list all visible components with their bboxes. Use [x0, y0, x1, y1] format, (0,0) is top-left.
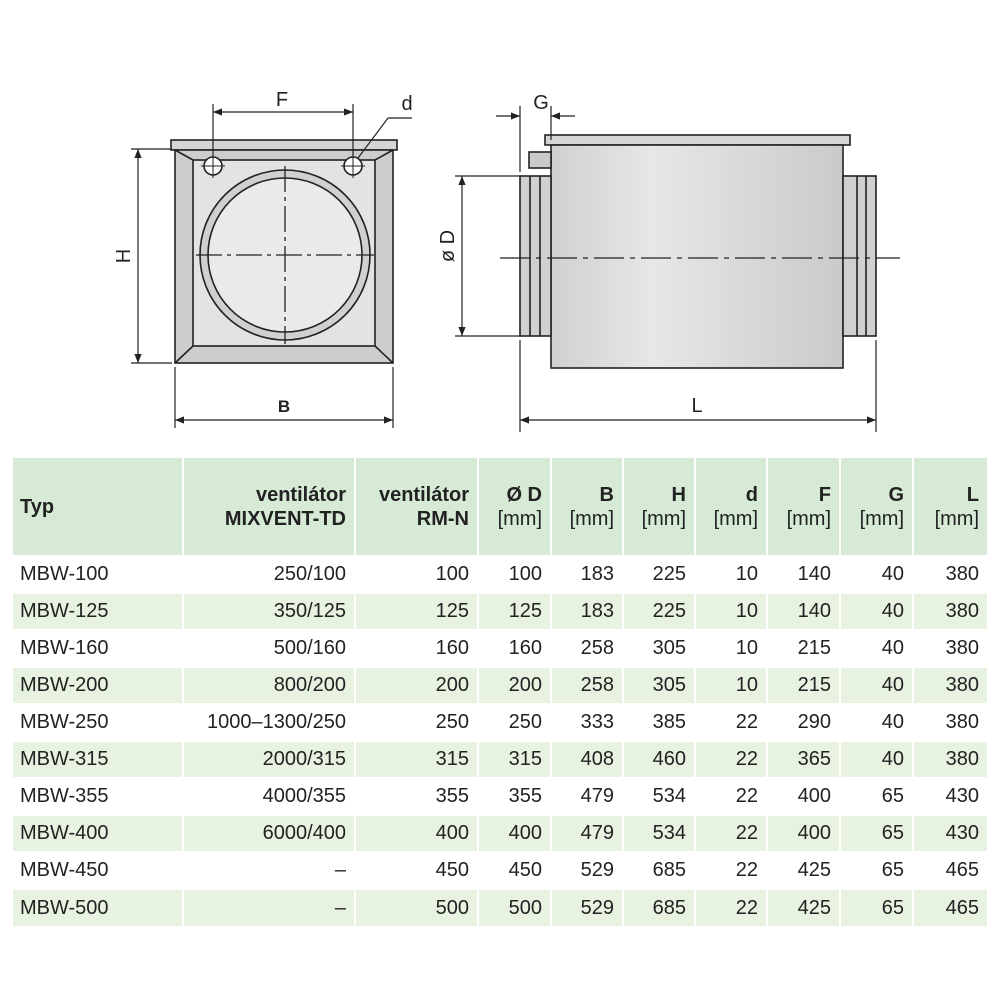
table-cell: 10: [695, 630, 767, 667]
table-cell: 100: [478, 556, 551, 593]
table-cell: 225: [623, 556, 695, 593]
table-row: [13, 630, 987, 667]
table-cell: 425: [767, 889, 840, 926]
table-cell: 183: [551, 593, 623, 630]
table-cell: 6000/400: [183, 815, 355, 852]
table-cell: 250: [355, 704, 478, 741]
table-cell: 215: [767, 630, 840, 667]
header-unit: [mm]: [641, 507, 686, 530]
side-housing: [551, 145, 843, 368]
cell-typ: MBW-500: [13, 889, 183, 926]
side-collar-right: [843, 176, 876, 336]
header-label: d: [745, 483, 758, 506]
header-col-6: [695, 458, 767, 556]
table-cell: 160: [478, 630, 551, 667]
table-cell: 183: [551, 556, 623, 593]
table-cell: 500/160: [183, 630, 355, 667]
table-cell: 65: [840, 778, 913, 815]
cell-typ: MBW-250: [13, 704, 183, 741]
table-cell: 400: [478, 815, 551, 852]
table-cell: 10: [695, 556, 767, 593]
table-cell: 250/100: [183, 556, 355, 593]
table-row: [13, 556, 987, 593]
table-cell: 40: [840, 704, 913, 741]
label-D: ø D: [437, 229, 459, 263]
table-row: [13, 741, 987, 778]
table-cell: 465: [913, 889, 987, 926]
cell-typ: MBW-100: [13, 556, 183, 593]
table-cell: 450: [478, 852, 551, 889]
table-cell: 534: [623, 815, 695, 852]
table-cell: 430: [913, 815, 987, 852]
table-cell: 10: [695, 593, 767, 630]
side-top-flange: [545, 135, 850, 145]
table-cell: 479: [551, 815, 623, 852]
cell-typ: MBW-200: [13, 667, 183, 704]
table-cell: 215: [767, 667, 840, 704]
table-row: [13, 704, 987, 741]
table-cell: 380: [913, 704, 987, 741]
cell-typ: MBW-160: [13, 630, 183, 667]
table-cell: 685: [623, 852, 695, 889]
table-cell: 465: [913, 852, 987, 889]
header-typ: Typ: [20, 495, 55, 518]
header-unit: [mm]: [859, 507, 904, 530]
label-H: H: [113, 248, 135, 264]
cell-typ: MBW-315: [13, 741, 183, 778]
table-cell: 305: [623, 630, 695, 667]
table-cell: 380: [913, 593, 987, 630]
table-cell: 160: [355, 630, 478, 667]
table-cell: 65: [840, 852, 913, 889]
table-cell: 333: [551, 704, 623, 741]
header-label: ventilátor: [378, 483, 469, 506]
header-col-8: [840, 458, 913, 556]
label-L: L: [691, 395, 703, 417]
header-col-1: [183, 458, 355, 556]
table-cell: 22: [695, 704, 767, 741]
front-view: [171, 140, 397, 363]
table-cell: 40: [840, 667, 913, 704]
table-row: [13, 593, 987, 630]
header-unit: [mm]: [569, 507, 614, 530]
cell-typ: MBW-125: [13, 593, 183, 630]
table-cell: 290: [767, 704, 840, 741]
header-col-3: [478, 458, 551, 556]
table-cell: 10: [695, 667, 767, 704]
table-body: [13, 556, 987, 926]
header-col-5: [623, 458, 695, 556]
table-cell: 500: [478, 889, 551, 926]
header-label: B: [599, 483, 614, 506]
side-nozzle-top: [529, 152, 551, 168]
table-cell: 140: [767, 556, 840, 593]
table-cell: 500: [355, 889, 478, 926]
table-cell: 40: [840, 593, 913, 630]
table-cell: 380: [913, 556, 987, 593]
header-col-7: [767, 458, 840, 556]
table-cell: 400: [767, 778, 840, 815]
header-label: F: [818, 483, 831, 506]
table-cell: 380: [913, 630, 987, 667]
table-cell: 425: [767, 852, 840, 889]
label-F: F: [275, 89, 289, 111]
header-label: L: [966, 483, 979, 506]
table-cell: 40: [840, 630, 913, 667]
table-cell: 1000–1300/250: [183, 704, 355, 741]
table-cell: 460: [623, 741, 695, 778]
table-cell: 125: [355, 593, 478, 630]
table-cell: 365: [767, 741, 840, 778]
table-cell: 315: [478, 741, 551, 778]
table-cell: 258: [551, 630, 623, 667]
table-row: [13, 667, 987, 704]
table-cell: 800/200: [183, 667, 355, 704]
table-cell: 400: [767, 815, 840, 852]
header-label: G: [888, 483, 904, 506]
cell-typ: MBW-400: [13, 815, 183, 852]
table-cell: 200: [355, 667, 478, 704]
header-col-9: [913, 458, 987, 556]
table-cell: 250: [478, 704, 551, 741]
header-label-line2: MIXVENT-TD: [224, 507, 346, 530]
header-label: H: [671, 483, 686, 506]
table-cell: 479: [551, 778, 623, 815]
front-top-flange: [171, 140, 397, 150]
table-row: [13, 778, 987, 815]
cell-typ: MBW-450: [13, 852, 183, 889]
table-cell: 22: [695, 852, 767, 889]
label-d: d: [401, 93, 413, 115]
table-cell: 225: [623, 593, 695, 630]
table-cell: 2000/315: [183, 741, 355, 778]
table-cell: 380: [913, 667, 987, 704]
table-cell: 22: [695, 778, 767, 815]
table-cell: 22: [695, 741, 767, 778]
table-cell: 400: [355, 815, 478, 852]
table-cell: 40: [840, 741, 913, 778]
table-row: [13, 815, 987, 852]
table-cell: 355: [478, 778, 551, 815]
technical-drawing: [0, 0, 1000, 440]
table-cell: 355: [355, 778, 478, 815]
table-cell: 534: [623, 778, 695, 815]
table-cell: 430: [913, 778, 987, 815]
label-G: G: [533, 92, 549, 114]
dimensions-table: [13, 458, 987, 926]
header-label: ventilátor: [255, 483, 346, 506]
table-cell: –: [183, 889, 355, 926]
table-cell: 22: [695, 815, 767, 852]
side-collar-left: [520, 176, 551, 336]
table-cell: 529: [551, 889, 623, 926]
header-label-line2: RM-N: [416, 507, 469, 530]
table-cell: 140: [767, 593, 840, 630]
table-cell: 40: [840, 556, 913, 593]
table-cell: 350/125: [183, 593, 355, 630]
table-cell: 408: [551, 741, 623, 778]
table-cell: 305: [623, 667, 695, 704]
table-cell: 380: [913, 741, 987, 778]
table-row: [13, 889, 987, 926]
table-row: [13, 852, 987, 889]
side-view: [500, 135, 900, 368]
table-cell: 4000/355: [183, 778, 355, 815]
table-cell: 315: [355, 741, 478, 778]
table-cell: 125: [478, 593, 551, 630]
header-label: Ø D: [506, 483, 542, 506]
table-cell: 450: [355, 852, 478, 889]
header-col-2: [355, 458, 478, 556]
table-cell: 65: [840, 815, 913, 852]
table-cell: 65: [840, 889, 913, 926]
table-cell: 258: [551, 667, 623, 704]
table-cell: 200: [478, 667, 551, 704]
header-unit: [mm]: [497, 507, 542, 530]
header-unit: [mm]: [786, 507, 831, 530]
header-unit: [mm]: [713, 507, 758, 530]
header-unit: [mm]: [934, 507, 979, 530]
table-cell: 529: [551, 852, 623, 889]
cell-typ: MBW-355: [13, 778, 183, 815]
table-cell: 385: [623, 704, 695, 741]
label-B: B: [277, 397, 291, 416]
table-cell: 22: [695, 889, 767, 926]
header-col-4: [551, 458, 623, 556]
table-header-row: [13, 458, 987, 556]
table-cell: 100: [355, 556, 478, 593]
table-cell: –: [183, 852, 355, 889]
table-cell: 685: [623, 889, 695, 926]
